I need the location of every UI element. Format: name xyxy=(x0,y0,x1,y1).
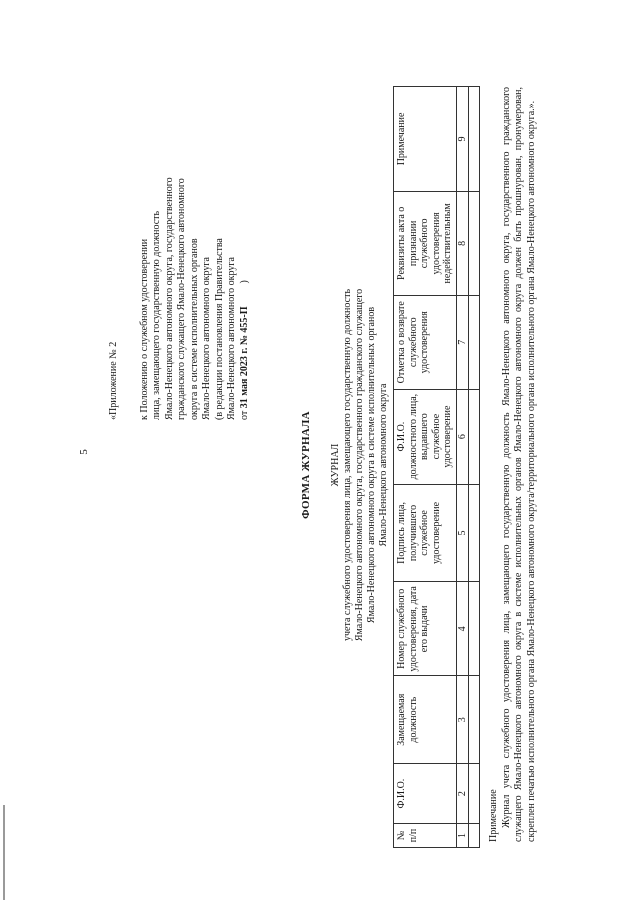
table-header-cell: Замещаемая должность xyxy=(394,676,457,764)
table-empty-row xyxy=(469,87,480,848)
column-number-cell: 4 xyxy=(456,582,469,676)
note-title: Примечание xyxy=(488,789,499,842)
journal-heading: ЖУРНАЛ xyxy=(330,443,341,487)
table-header-cell: Подпись лица, получившего служебное удостоверение xyxy=(394,484,457,582)
column-number-cell: 2 xyxy=(456,764,469,824)
empty-cell xyxy=(469,191,480,295)
column-number-cell: 8 xyxy=(456,191,469,295)
form-title: ФОРМА ЖУРНАЛА xyxy=(300,411,312,519)
journal-heading-block xyxy=(330,80,390,850)
table-header-cell: Номер служебного удостоверения, дата его выдачи xyxy=(394,582,457,676)
appendix-date-suffix: ) xyxy=(238,280,250,284)
table-header-cell: Примечание xyxy=(394,87,457,192)
table-number-row xyxy=(456,87,469,848)
appendix-line: гражданского служащего Ямало-Ненецкого автономного xyxy=(176,178,187,420)
column-number-cell: 9 xyxy=(456,87,469,192)
table-header-cell: Ф.И.О. должностного лица, выдавшего служебное удостоверение xyxy=(394,389,457,484)
column-number-cell: 1 xyxy=(456,824,469,848)
empty-cell xyxy=(469,484,480,582)
column-number-cell: 7 xyxy=(456,295,469,389)
appendix-line: лица, замещающего государственную должность xyxy=(151,210,162,420)
empty-cell xyxy=(469,824,480,848)
appendix-line: Ямало-Ненецкого автономного округа, государственного xyxy=(163,177,175,420)
column-number-cell: 5 xyxy=(456,484,469,582)
rotated-page-content xyxy=(108,80,568,850)
column-number-cell: 6 xyxy=(456,389,469,484)
appendix-block xyxy=(108,100,251,420)
appendix-line: Ямало-Ненецкого автономного округа xyxy=(201,257,212,420)
empty-cell xyxy=(469,295,480,389)
appendix-line: округа в системе исполнительных органов xyxy=(188,238,200,420)
appendix-line: (в редакции постановления Правительства xyxy=(213,238,225,420)
table-header-cell: Отметка о возврате служебного удостоверения xyxy=(394,295,457,389)
note-paragraph xyxy=(501,87,539,842)
empty-cell xyxy=(469,676,480,764)
empty-cell xyxy=(469,582,480,676)
appendix-date: 31 мая 2023 г. № 455-П xyxy=(238,306,250,409)
table-header-cell: Реквизиты акта о признании служебного удостоверения недействительным xyxy=(394,191,457,295)
empty-cell xyxy=(469,389,480,484)
table-header-cell: Ф.И.О. xyxy=(394,764,457,824)
scan-edge-mark xyxy=(3,805,5,900)
journal-table xyxy=(393,86,480,848)
column-number-cell: 3 xyxy=(456,676,469,764)
table-header-cell: № п/п xyxy=(394,824,457,848)
empty-cell xyxy=(469,764,480,824)
page-number: 5 xyxy=(78,449,90,455)
appendix-date-prefix: от xyxy=(238,410,250,420)
journal-subtitle-line: Ямало-Ненецкого автономного округа xyxy=(378,383,389,547)
journal-subtitle-line: учета служебного удостоверения лица, замещающего государственную должность xyxy=(342,288,353,642)
note-text: Журнал учета служебного удостоверения лица, замещающего государственную должность Ямало-Ненецкого автономного округа, государственного гражданского служащего Ямало-Ненецкого автономного округа в системе исполнительных органов Ямало-Ненецкого автономного округа должен быть прошнурован, пронумерован, скреплен печатью исполнительного органа Ямало-Ненецкого автономного округа/территориального органа исполнительного органа Ямало-Ненецкого автономного округа.». xyxy=(500,87,537,842)
appendix-line: к Положению о служебном удостоверении xyxy=(138,238,150,420)
note-block xyxy=(488,87,538,842)
appendix-line: Ямало-Ненецкого автономного округа xyxy=(226,257,237,420)
journal-subtitle-line: Ямало-Ненецкого автономного округа, государственного гражданского служащего xyxy=(354,288,365,642)
appendix-label: «Приложение № 2 xyxy=(108,341,119,420)
empty-cell xyxy=(469,87,480,192)
table-header-row xyxy=(394,87,457,848)
appendix-date-line xyxy=(239,100,252,420)
journal-subtitle-line: Ямало-Ненецкого автономного округа в системе исполнительных органов xyxy=(366,306,377,624)
